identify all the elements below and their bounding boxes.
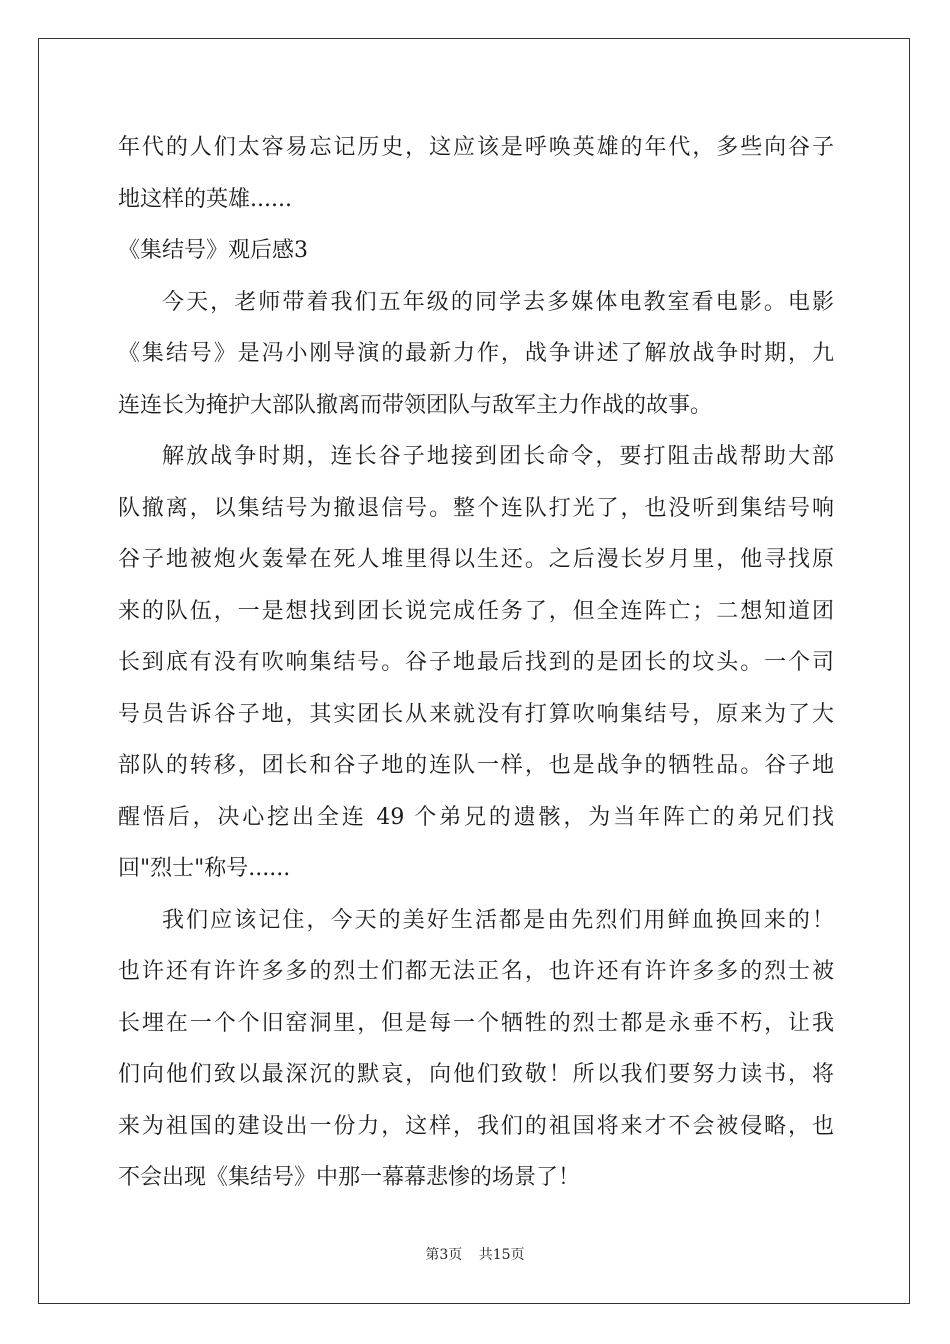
text-line: 们向他们致以最深沉的默哀，向他们致敬！所以我们要努力读书，将 [118, 1062, 834, 1087]
text-line: 来为祖国的建设出一份力，这样，我们的祖国将来才不会被侵略，也 [118, 1113, 834, 1139]
text-line: 来的队伍，一是想找到团长说完成任务了，但全连阵亡；二想知道团 [118, 598, 834, 624]
text-line: 回"烈士"称号...... [118, 856, 291, 881]
text-line: 《集结号》观后感3 [118, 238, 308, 263]
text-line: 谷子地被炮火轰晕在死人堆里得以生还。之后漫长岁月里，他寻找原 [118, 547, 834, 572]
text-line: 号员告诉谷子地，其实团长从来就没有打算吹响集结号，原来为了大 [118, 701, 834, 727]
text-line: 队撤离，以集结号为撤退信号。整个连队打光了，也没听到集结号响 [118, 495, 834, 521]
text-line: 今天，老师带着我们五年级的同学去多媒体电教室看电影。电影 [162, 289, 834, 315]
text-line: 长埋在一个个旧窑洞里，但是每一个牺牲的烈士都是永垂不朽，让我 [118, 1010, 834, 1036]
text-line: 醒悟后，决心挖出全连 49 个弟兄的遗骸，为当年阵亡的弟兄们找 [118, 804, 834, 830]
text-line: 地这样的英雄...... [118, 186, 292, 212]
document-body [118, 126, 834, 1208]
text-line: 长到底有没有吹响集结号。谷子地最后找到的是团长的坟头。一个司 [118, 650, 834, 675]
text-line: 《集结号》是冯小刚导演的最新力作，战争讲述了解放战争时期，九 [118, 341, 834, 366]
page-number: 第3页 [425, 1247, 463, 1263]
text-line: 也许还有许许多多的烈士们都无法正名，也许还有许许多多的烈士被 [118, 959, 834, 984]
text-line: 部队的转移，团长和谷子地的连队一样，也是战争的牺牲品。谷子地 [118, 753, 834, 778]
text-line: 解放战争时期，连长谷子地接到团长命令，要打阻击战帮助大部 [162, 444, 834, 469]
text-line: 不会出现《集结号》中那一幕幕悲惨的场景了！ [118, 1165, 581, 1190]
page-footer [0, 1244, 950, 1264]
text-line: 连连长为掩护大部队撤离而带领团队与敌军主力作战的故事。 [118, 392, 713, 418]
page-total: 共15页 [478, 1247, 525, 1263]
text-line: 我们应该记住，今天的美好生活都是由先烈们用鲜血换回来的！ [162, 907, 834, 933]
text-line: 年代的人们太容易忘记历史，这应该是呼唤英雄的年代，多些向谷子 [118, 135, 834, 160]
